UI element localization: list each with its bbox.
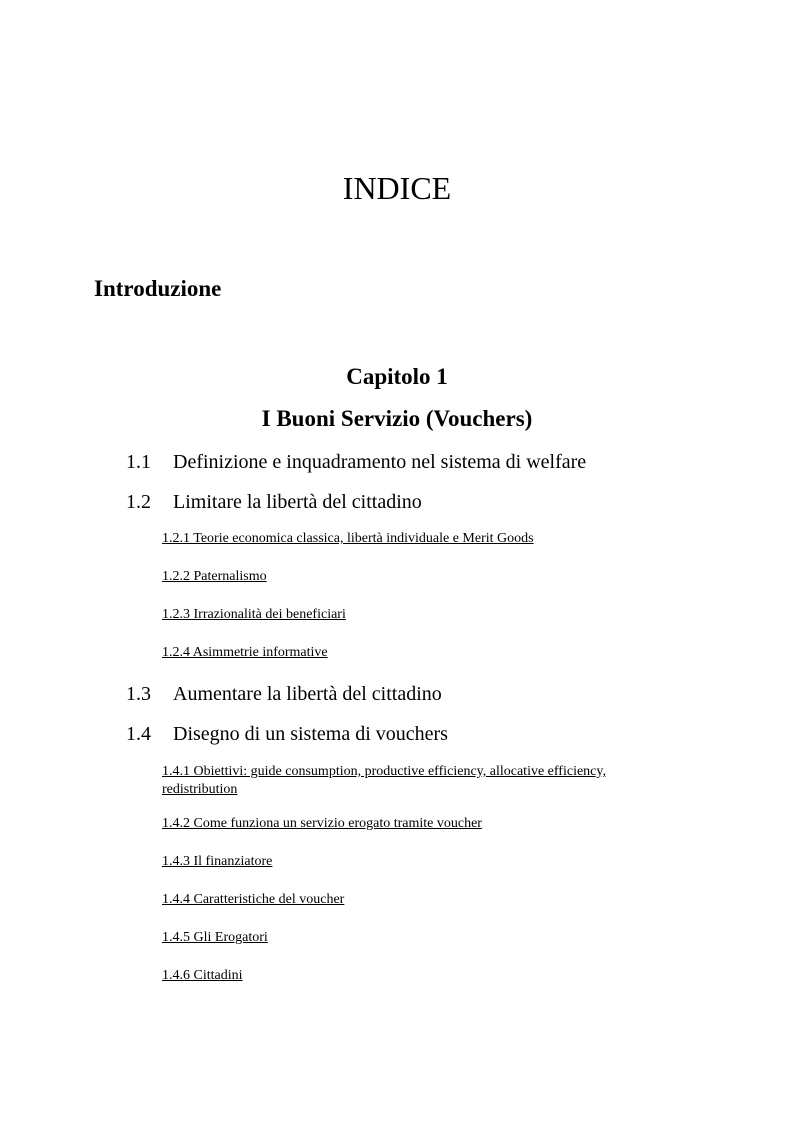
section-title: Definizione e inquadramento nel sistema di welfare bbox=[173, 451, 587, 473]
toc-link-1-4-6[interactable]: 1.4.6 Cittadini bbox=[162, 968, 243, 983]
toc-link-1-2-1[interactable]: 1.2.1 Teorie economica classica, libertà individuale e Merit Goods bbox=[162, 531, 534, 546]
page-title: INDICE bbox=[342, 170, 452, 206]
section-title: Aumentare la libertà del cittadino bbox=[173, 683, 442, 705]
section-number: 1.4 bbox=[126, 723, 151, 745]
toc-link-1-4-2[interactable]: 1.4.2 Come funziona un servizio erogato tramite voucher bbox=[162, 816, 482, 831]
section-1-1 bbox=[126, 449, 586, 475]
section-title: Limitare la libertà del cittadino bbox=[173, 491, 422, 513]
section-number: 1.1 bbox=[126, 451, 151, 473]
section-1-3 bbox=[126, 681, 442, 707]
section-title: Disegno di un sistema di vouchers bbox=[173, 723, 448, 745]
toc-link-1-4-5[interactable]: 1.4.5 Gli Erogatori bbox=[162, 930, 268, 945]
section-1-2 bbox=[126, 489, 422, 515]
toc-link-1-2-3[interactable]: 1.2.3 Irrazionalità dei beneficiari bbox=[162, 607, 346, 622]
toc-link-1-4-4[interactable]: 1.4.4 Caratteristiche del voucher bbox=[162, 892, 345, 907]
toc-link-1-2-2[interactable]: 1.2.2 Paternalismo bbox=[162, 569, 267, 584]
toc-link-1-2-4[interactable]: 1.2.4 Asimmetrie informative bbox=[162, 645, 328, 660]
section-1-4 bbox=[126, 721, 448, 747]
toc-link-1-4-3[interactable]: 1.4.3 Il finanziatore bbox=[162, 854, 273, 869]
section-number: 1.2 bbox=[126, 491, 151, 513]
introduction-heading: Introduzione bbox=[94, 276, 222, 301]
toc-link-1-4-1[interactable]: 1.4.1 Obiettivi: guide consumption, productive efficiency, allocative efficiency, redistribution bbox=[162, 764, 606, 797]
chapter-number: Capitolo 1 bbox=[346, 364, 448, 389]
chapter-title: I Buoni Servizio (Vouchers) bbox=[261, 406, 533, 431]
section-number: 1.3 bbox=[126, 683, 151, 705]
